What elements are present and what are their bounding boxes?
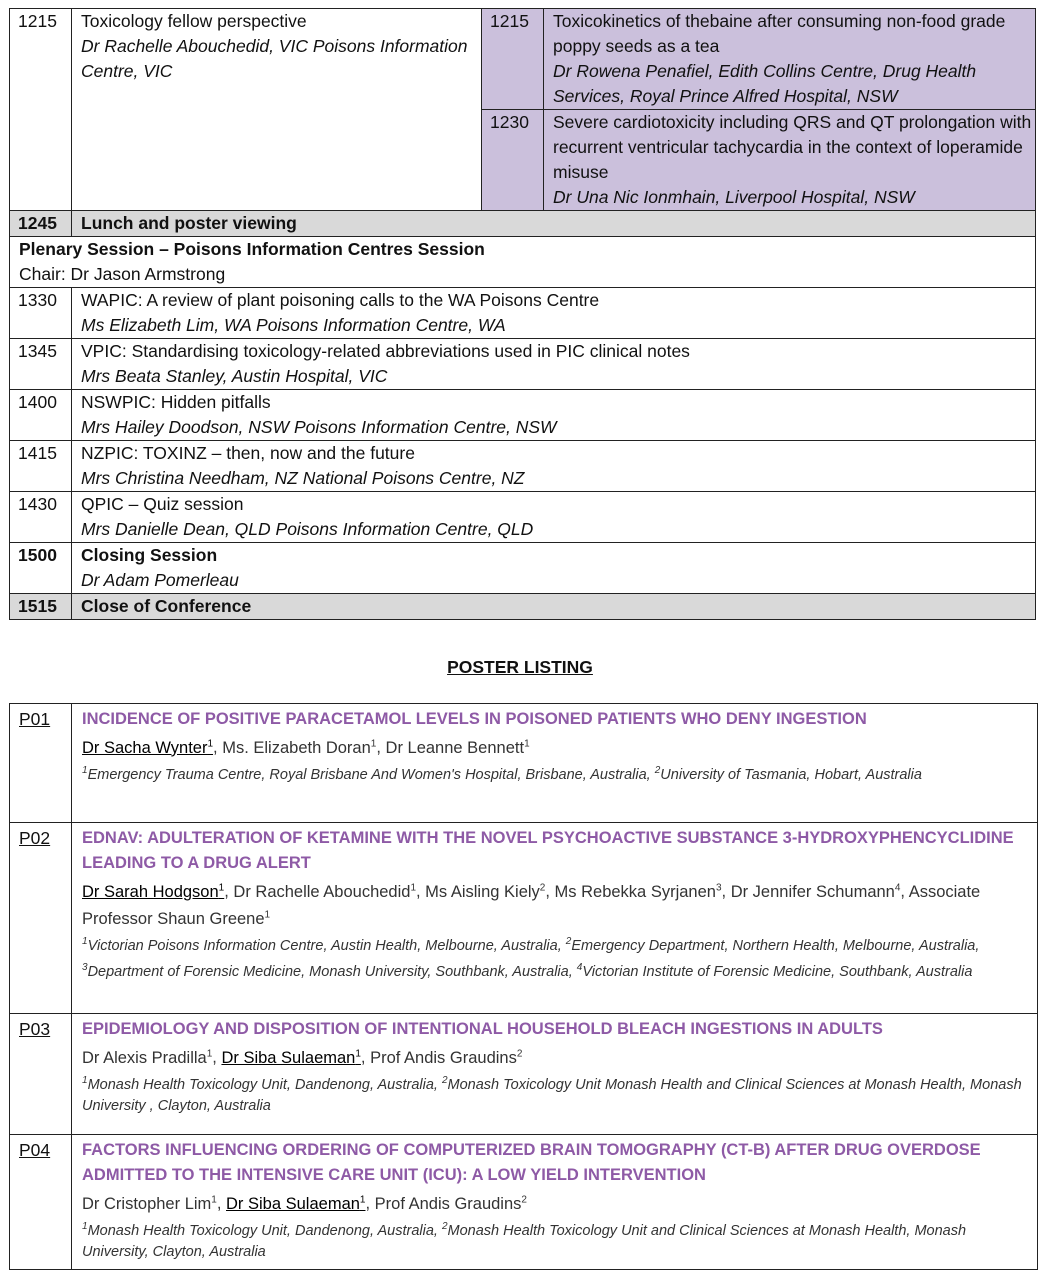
author: Dr Rachelle Abouchedid$^1$ — [233, 882, 416, 901]
poster-body — [72, 1135, 1038, 1270]
break-row — [10, 211, 1036, 237]
session-speaker: Mrs Danielle Dean, QLD Poisons Information Centre, QLD — [81, 519, 534, 539]
poster-body — [72, 823, 1038, 1014]
session-title: WAPIC: A review of plant poisoning calls to the WA Poisons Centre — [81, 290, 600, 310]
session-row — [10, 390, 1036, 441]
session-title: NSWPIC: Hidden pitfalls — [81, 392, 271, 412]
author: Ms Rebekka Syrjanen$^3$ — [554, 882, 722, 901]
session-cell — [544, 9, 1036, 110]
session-cell — [72, 441, 1036, 492]
time-cell: 1215 — [482, 9, 544, 110]
poster-title: FACTORS INFLUENCING ORDERING OF COMPUTERIZED BRAIN TOMOGRAPHY (CT-B) AFTER DRUG OVERDOSE ADMITTED TO THE INTENSIVE CARE UNIT (ICU): A LOW YIELD INTERVENTION — [82, 1141, 981, 1184]
session-cell — [544, 110, 1036, 211]
poster-affiliations: $^1$Monash Health Toxicology Unit, Dandenong, Australia, $^2$Monash Health Toxicology Unit and Clinical Sciences at Monash Health, Monash University, Clayton, Australia — [82, 1220, 967, 1261]
author: Prof Andis Graudins$^2$ — [374, 1194, 527, 1213]
poster-id: P02 — [10, 823, 72, 1014]
closing-row — [10, 543, 1036, 594]
author: Ms. Elizabeth Doran$^1$ — [222, 738, 377, 757]
session-row — [10, 339, 1036, 390]
plenary-title: Plenary Session – Poisons Information Centres Session — [19, 239, 485, 259]
poster-row — [10, 704, 1038, 823]
presenting-author: Dr Sarah Hodgson$^1$ — [82, 882, 225, 901]
author: Dr Jennifer Schumann$^4$ — [730, 882, 901, 901]
session-cell — [72, 492, 1036, 543]
time-cell: 1330 — [10, 288, 72, 339]
session-cell — [72, 390, 1036, 441]
session-title: Closing Session — [81, 545, 218, 565]
poster-title: INCIDENCE OF POSITIVE PARACETAMOL LEVELS IN POISONED PATIENTS WHO DENY INGESTION — [82, 710, 867, 728]
break-title: Close of Conference — [72, 594, 1036, 620]
poster-authors: Dr Cristopher Lim$^1$, Dr Siba Sulaeman$^1$, Prof Andis Graudins$^2$ — [82, 1194, 527, 1213]
author: Dr Cristopher Lim$^1$ — [82, 1194, 217, 1213]
poster-table — [9, 703, 1038, 1270]
time-cell: 1430 — [10, 492, 72, 543]
break-row — [10, 594, 1036, 620]
time-cell: 1500 — [10, 543, 72, 594]
session-speaker: Mrs Beata Stanley, Austin Hospital, VIC — [81, 366, 388, 386]
session-title: Toxicokinetics of thebaine after consuming non-food grade poppy seeds as a tea — [553, 11, 1006, 56]
session-row — [10, 288, 1036, 339]
session-row — [10, 441, 1036, 492]
session-title: Severe cardiotoxicity including QRS and QT prolongation with recurrent ventricular tachycardia in the context of loperamide misuse — [553, 112, 1032, 182]
poster-authors: Dr Sarah Hodgson$^1$, Dr Rachelle Abouchedid$^1$, Ms Aisling Kiely$^2$, Ms Rebekka Syrjanen$^3$, Dr Jennifer Schumann$^4$, Associate Professor Shaun Greene$^1$ — [82, 882, 981, 928]
plenary-row — [10, 237, 1036, 288]
poster-listing-heading: POSTER LISTING — [447, 657, 593, 677]
poster-title: EDNAV: ADULTERATION OF KETAMINE WITH THE NOVEL PSYCHOACTIVE SUBSTANCE 3-HYDROXYPHENCYCLIDINE LEADING TO A DRUG ALERT — [82, 829, 1014, 872]
session-cell — [72, 339, 1036, 390]
poster-affiliations: $^1$Victorian Poisons Information Centre, Austin Health, Melbourne, Australia, $^2$Emergency Department, Northern Health, Melbourne, Australia, $^3$Department of Forensic Medicine, Monash University, Southbank, Australia, $^4$Victorian Institute of Forensic Medicine, Southbank, Australia — [82, 936, 980, 980]
time-cell: 1400 — [10, 390, 72, 441]
time-cell: 1245 — [10, 211, 72, 237]
poster-affiliations: $^1$Emergency Trauma Centre, Royal Brisbane And Women's Hospital, Brisbane, Australia, $^2$University of Tasmania, Hobart, Australia — [82, 764, 922, 783]
author: Associate Professor Shaun Greene$^1$ — [82, 882, 981, 928]
session-speaker: Ms Elizabeth Lim, WA Poisons Information Centre, WA — [81, 315, 506, 335]
poster-affiliations: $^1$Monash Health Toxicology Unit, Dandenong, Australia, $^2$Monash Toxicology Unit Monash Health and Clinical Sciences at Monash Health, Monash University , Clayton, Australia — [82, 1074, 1022, 1115]
presenting-author: Dr Siba Sulaeman$^1$ — [221, 1048, 361, 1067]
presenting-author: Dr Siba Sulaeman$^1$ — [226, 1194, 366, 1213]
session-speaker: Dr Una Nic Ionmhain, Liverpool Hospital, NSW — [553, 187, 915, 207]
presenting-author: Dr Sacha Wynter$^1$ — [82, 738, 214, 757]
poster-row — [10, 1135, 1038, 1270]
poster-authors: Dr Sacha Wynter$^1$, Ms. Elizabeth Doran$^1$, Dr Leanne Bennett$^1$ — [82, 738, 530, 757]
time-cell: 1345 — [10, 339, 72, 390]
session-title: VPIC: Standardising toxicology-related abbreviations used in PIC clinical notes — [81, 341, 690, 361]
poster-title: EPIDEMIOLOGY AND DISPOSITION OF INTENTIONAL HOUSEHOLD BLEACH INGESTIONS IN ADULTS — [82, 1020, 883, 1038]
poster-id: P01 — [10, 704, 72, 823]
session-title: NZPIC: TOXINZ – then, now and the future — [81, 443, 415, 463]
poster-body — [72, 704, 1038, 823]
session-cell — [72, 543, 1036, 594]
author: Dr Alexis Pradilla$^1$ — [82, 1048, 213, 1067]
author: Ms Aisling Kiely$^2$ — [425, 882, 546, 901]
session-cell — [72, 9, 482, 211]
break-title: Lunch and poster viewing — [72, 211, 1036, 237]
author: Dr Leanne Bennett$^1$ — [385, 738, 530, 757]
time-cell: 1415 — [10, 441, 72, 492]
session-title: Toxicology fellow perspective — [81, 11, 307, 31]
time-cell: 1230 — [482, 110, 544, 211]
session-row — [10, 492, 1036, 543]
session-speaker: Dr Rachelle Abouchedid, VIC Poisons Information Centre, VIC — [81, 36, 468, 81]
poster-authors: Dr Alexis Pradilla$^1$, Dr Siba Sulaeman$^1$, Prof Andis Graudins$^2$ — [82, 1048, 523, 1067]
time-cell: 1215 — [10, 9, 72, 211]
session-speaker: Mrs Christina Needham, NZ National Poisons Centre, NZ — [81, 468, 525, 488]
session-title: QPIC – Quiz session — [81, 494, 244, 514]
poster-id: P03 — [10, 1014, 72, 1135]
poster-id: P04 — [10, 1135, 72, 1270]
author: Prof Andis Graudins$^2$ — [370, 1048, 523, 1067]
session-speaker: Mrs Hailey Doodson, NSW Poisons Information Centre, NSW — [81, 417, 557, 437]
session-speaker: Dr Rowena Penafiel, Edith Collins Centre, Drug Health Services, Royal Prince Alfred Hospital, NSW — [553, 61, 977, 106]
poster-row — [10, 823, 1038, 1014]
session-speaker: Dr Adam Pomerleau — [81, 570, 239, 590]
poster-body — [72, 1014, 1038, 1135]
poster-row — [10, 1014, 1038, 1135]
session-cell — [72, 288, 1036, 339]
plenary-chair: Chair: Dr Jason Armstrong — [19, 264, 226, 284]
time-cell: 1515 — [10, 594, 72, 620]
program-table — [9, 8, 1036, 620]
